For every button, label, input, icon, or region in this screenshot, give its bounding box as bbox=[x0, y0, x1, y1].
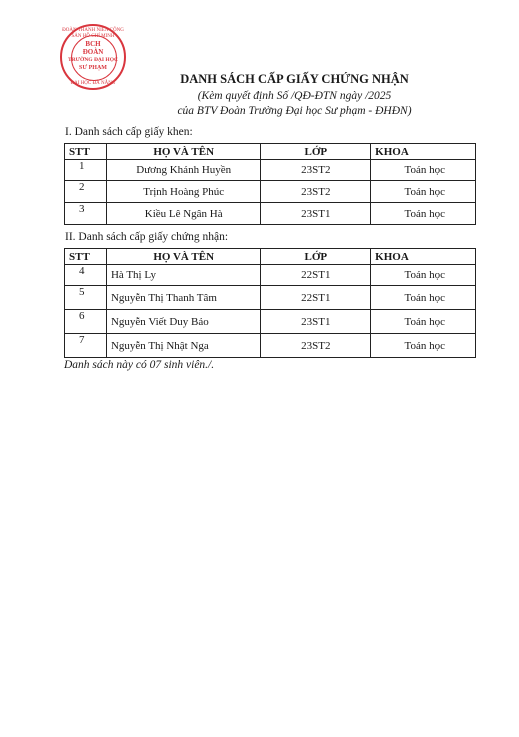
table-header-row bbox=[65, 249, 476, 265]
cell-name: Trịnh Hoàng Phúc bbox=[106, 181, 261, 203]
table-header-row bbox=[65, 144, 476, 160]
cell-class: 23ST1 bbox=[261, 203, 371, 225]
stamp-line-1: BCH bbox=[85, 40, 101, 48]
cell-stt: 5 bbox=[65, 286, 107, 310]
table-row bbox=[65, 286, 476, 310]
header-class: LỚP bbox=[261, 144, 371, 160]
commendation-table bbox=[64, 143, 476, 225]
table-row bbox=[65, 203, 476, 225]
cell-class: 22ST1 bbox=[261, 265, 371, 286]
document-title: DANH SÁCH CẤP GIẤY CHỨNG NHẬN bbox=[180, 72, 409, 86]
cell-name: Hà Thị Ly bbox=[106, 265, 261, 286]
section-2-title: II. Danh sách cấp giấy chứng nhận: bbox=[65, 231, 229, 243]
table-row bbox=[65, 160, 476, 181]
stamp-ring-bottom: ĐẠI HỌC ĐÀ NẴNG bbox=[70, 81, 116, 86]
cell-class: 23ST2 bbox=[261, 181, 371, 203]
cell-stt: 2 bbox=[65, 181, 107, 203]
table-row bbox=[65, 265, 476, 286]
table-row bbox=[65, 334, 476, 358]
stamp-line-3: TRƯỜNG ĐẠI HỌC bbox=[68, 57, 118, 63]
cell-stt: 1 bbox=[65, 160, 107, 181]
cell-stt: 4 bbox=[65, 265, 107, 286]
stamp-line-2: ĐOÀN bbox=[82, 48, 104, 56]
cell-faculty: Toán học bbox=[371, 334, 476, 358]
stamp-line-4: SƯ PHẠM bbox=[79, 65, 107, 71]
summary-note: Danh sách này có 07 sinh viên./. bbox=[64, 359, 215, 371]
cell-class: 22ST1 bbox=[261, 286, 371, 310]
cell-faculty: Toán học bbox=[371, 265, 476, 286]
cell-class: 23ST1 bbox=[261, 310, 371, 334]
cell-faculty: Toán học bbox=[371, 310, 476, 334]
cell-faculty: Toán học bbox=[371, 181, 476, 203]
header-class: LỚP bbox=[261, 249, 371, 265]
cell-class: 23ST2 bbox=[261, 334, 371, 358]
cell-name: Dương Khánh Huyền bbox=[106, 160, 261, 181]
header-stt: STT bbox=[65, 144, 107, 160]
stamp-ring-top: ĐOÀN THANH NIÊN CỘNG SẢN HỒ CHÍ MINH bbox=[62, 28, 124, 39]
cell-name: Nguyễn Thị Thanh Tâm bbox=[106, 286, 261, 310]
cell-name: Nguyễn Viết Duy Bảo bbox=[106, 310, 261, 334]
cell-stt: 7 bbox=[65, 334, 107, 358]
cell-faculty: Toán học bbox=[371, 160, 476, 181]
cell-stt: 3 bbox=[65, 203, 107, 225]
header-name: HỌ VÀ TÊN bbox=[106, 144, 261, 160]
section-1-title: I. Danh sách cấp giấy khen: bbox=[65, 126, 193, 138]
cell-name: Kiều Lê Ngân Hà bbox=[106, 203, 261, 225]
cell-faculty: Toán học bbox=[371, 203, 476, 225]
table-row bbox=[65, 181, 476, 203]
header-faculty: KHOA bbox=[371, 249, 476, 265]
cell-faculty: Toán học bbox=[371, 286, 476, 310]
header-name: HỌ VÀ TÊN bbox=[106, 249, 261, 265]
document-subtitle-2: của BTV Đoàn Trường Đại học Sư phạm - ĐHĐN) bbox=[177, 105, 412, 117]
certificate-table bbox=[64, 248, 476, 358]
table-row bbox=[65, 310, 476, 334]
document-subtitle-1: (Kèm quyết định Số /QĐ-ĐTN ngày /2025 bbox=[197, 90, 392, 102]
cell-class: 23ST2 bbox=[261, 160, 371, 181]
cell-name: Nguyễn Thị Nhật Nga bbox=[106, 334, 261, 358]
header-stt: STT bbox=[65, 249, 107, 265]
header-faculty: KHOA bbox=[371, 144, 476, 160]
cell-stt: 6 bbox=[65, 310, 107, 334]
